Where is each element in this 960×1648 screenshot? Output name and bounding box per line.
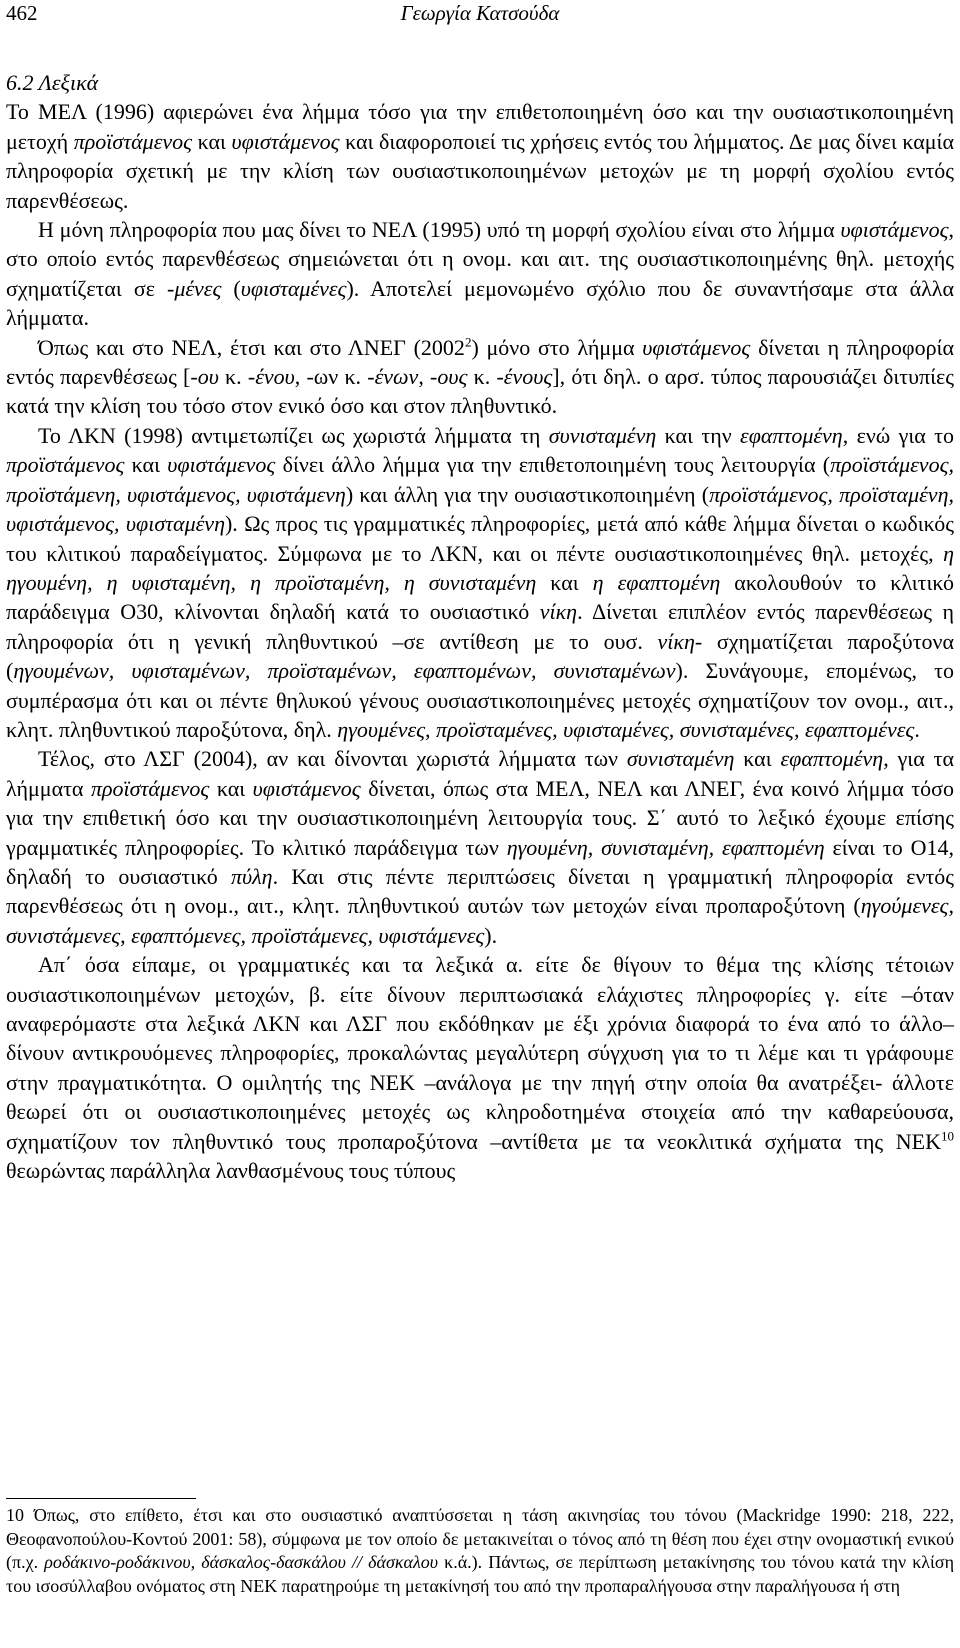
italic-term: ροδάκινο-ροδάκινου, δάσκαλος-δασκάλου // δάσκαλου <box>44 1552 439 1573</box>
italic-term: προϊστάμενος <box>73 128 193 154</box>
running-head: Γεωργία Κατσούδα <box>400 1 560 25</box>
superscript: 2 <box>464 334 472 350</box>
text-run: ). <box>484 922 498 948</box>
italic-term: προϊστάμενος, προϊσταμένη, υφιστάμενος, υφισταμένη <box>6 481 954 537</box>
footnote-divider <box>6 1498 196 1499</box>
italic-term: εφαπτομένη <box>740 422 843 448</box>
text-run: ). Αποτελεί μεμονωμένο σχόλιο που δε συναντήσαμε στα άλλα λήμματα. <box>6 275 954 331</box>
text-run: , -ων κ. - <box>294 364 375 390</box>
text-run: κ. - <box>218 364 256 390</box>
italic-term: πύλη <box>231 863 273 889</box>
text-run: Απ΄ όσα είπαμε, οι γραμματικές και τα λεξικά α. είτε δε θίγουν το θέμα της κλίσης τέτοιων ουσιαστικοποιημένων μετοχών, β. είτε δίνουν περιπτωσιακά ελάχιστες πληροφορίες γ. είτε –όταν αναφερόμαστε στα λεξικά ΛΚΝ και ΛΣΓ που εκδόθηκαν με έξι χρόνια διαφορά το ένα από το άλλο– δίνουν αντικρουόμενες πληροφορίες, προκαλώντας μεγαλύτερη σύγχυση για το τι λέμε και τι γράφουμε στην πραγματικότητα. Ο ομιλητής της ΝΕΚ –ανάλογα με την πηγή στην οποία θα ανατρέξει- άλλοτε θεωρεί ότι οι ουσιαστικοποιημένες μετοχές ως κληροδοτημένα στοιχεία από την καθαρεύουσα, σχηματίζουν τον πληθυντικό τους προπαροξύτονα –αντίθετα με τα νεοκλιτικά σχήματα της ΝΕΚ <box>6 952 954 1154</box>
italic-term: νίκη <box>657 628 695 654</box>
italic-term: υφισταμένες <box>240 275 347 301</box>
text-run: και διαφοροποιεί τις χρήσεις εντός του λήμματος. Δε μας δίνει καμία πληροφορία σχετική με την κλίση των ουσιαστικοποιημένων μετοχών με τη μορφή σχολίου εντός παρενθέσεως. <box>6 128 954 213</box>
italic-term: μένες <box>174 275 222 301</box>
italic-term: προϊστάμενος, προϊστάμενη, υφιστάμενος, υφιστάμενη <box>6 452 954 507</box>
page-header <box>4 0 956 32</box>
italic-term: συνισταμένη <box>626 746 735 772</box>
text-run: δίνει άλλο λήμμα για την επιθετοποιημένη τους λειτουργία ( <box>275 452 831 478</box>
paragraph-6 <box>6 950 954 1185</box>
italic-term: υφιστάμενος <box>642 334 751 360</box>
italic-term: εφαπτομένη <box>780 746 884 772</box>
text-run: ) και άλλη για την ουσιαστικοποιημένη ( <box>345 481 710 507</box>
text-run: ], ότι δηλ. ο αρσ. τύπος παρουσιάζει διτυπίες κατά την κλίση του τόσο στον ενικό όσο και στον πληθυντικό. <box>6 364 954 419</box>
paragraph-2 <box>6 215 954 333</box>
text-run: 10 Όπως, στο επίθετο, έτσι και στο ουσιαστικό αναπτύσσεται η τάση ακινησίας του τόνου (Mackridge 1990: 218, 222, Θεοφανοπούλου-Κοντού 2001: 58), σύμφωνα με τον οποίο δε μετακινείται ο τόνος από τη θέση που έχει στην ονομαστική ενικού (π.χ. <box>6 1505 954 1573</box>
italic-term: υφιστάμενος <box>167 452 276 478</box>
paragraph-4 <box>6 421 954 744</box>
italic-term: η ηγουμένη, η υφισταμένη, η προϊσταμένη, η συνισταμένη <box>6 540 954 595</box>
footnote-reference: 10 <box>941 1128 954 1144</box>
italic-term: ένων <box>374 364 419 390</box>
italic-term: ους <box>437 364 468 390</box>
text-run: δίνεται, όπως στα ΜΕΛ, ΝΕΛ και ΛΝΕΓ, ένα κοινό λήμμα τόσο για την επιθετική όσο και την ουσιαστικοποιημένη λειτουργία τους. Σ΄ αυτό το λεξικό έχουμε επίσης γραμματικές πληροφορίες. Το κλιτικό παράδειγμα των <box>6 775 954 860</box>
footnote-10 <box>6 1504 954 1598</box>
paragraph-1 <box>6 97 954 215</box>
text-run: - σχηματίζεται παροξύτονα ( <box>6 628 955 684</box>
italic-term: ηγουμένη, συνισταμένη, εφαπτομένη <box>506 834 825 860</box>
italic-term: υφιστάμενος <box>252 775 361 801</box>
text-run: . Και στις πέντε περιπτώσεις δίνεται η γραμματική πληροφορία εντός παρενθέσεως ότι η ονομ., αιτ., κλητ. πληθυντικού αυτών των μετοχών είναι προπαροξύτονη ( <box>6 863 955 919</box>
text-run: κ.ά.). Πάντως, σε περίπτωση μετακίνησης του τόνου κατά την κλίση του ισοσύλλαβου ονόματος στη ΝΕΚ παρατηρούμε τη μετακίνησή του από την προπαραλήγουσα στην παραλήγουσα ή στη <box>6 1552 954 1596</box>
section-title: 6.2 Λεξικά <box>6 70 99 95</box>
text-run: δίνεται η πληροφορία εντός παρενθέσεως [- <box>6 334 954 390</box>
text-run: ) μόνο στο λήμμα <box>471 334 643 360</box>
text-run: και <box>209 775 253 801</box>
text-run: και <box>536 569 593 595</box>
text-run: ( <box>221 275 241 301</box>
italic-term: η εφαπτομένη <box>592 569 721 595</box>
text-run: , στο οποίο εντός παρενθέσεως σημειώνεται ότι η ονομ. και αιτ. της ουσιαστικοποιημένης θηλ. μετοχής σχηματίζεται σε - <box>6 217 954 301</box>
text-run: Το ΛΚΝ (1998) αντιμετωπίζει ως χωριστά λήμματα τη <box>38 422 549 448</box>
text-run: , ενώ για το <box>842 422 954 448</box>
text-run: . <box>914 716 920 742</box>
italic-term: ένου <box>255 364 295 390</box>
italic-term: ηγουμένων, υφισταμένων, προϊσταμένων, εφαπτομένων, συνισταμένων <box>13 658 676 684</box>
text-run: και <box>192 128 232 154</box>
text-run: . Δίνεται επιπλέον εντός παρενθέσεως η πληροφορία ότι η γενική πληθυντικού –σε αντίθεση με το ουσ. <box>6 599 954 654</box>
body-text <box>6 68 954 1185</box>
italic-term: ου <box>197 364 219 390</box>
text-run: Τέλος, στο ΛΣΓ (2004), αν και δίνονται χωριστά λήμματα των <box>38 746 627 772</box>
italic-term: ηγούμενες, συνιστάμενες, εφαπτόμενες, προϊστάμενες, υφιστάμενες <box>6 893 954 948</box>
paragraph-3 <box>6 333 954 421</box>
text-run: και <box>734 746 781 772</box>
text-run: Η μόνη πληροφορία που μας δίνει το ΝΕΛ (1995) υπό τη μορφή σχολίου είναι στο λήμμα <box>38 217 841 243</box>
italic-term: υφιστάμενος <box>231 128 340 154</box>
paragraph-5 <box>6 744 954 950</box>
text-run: Όπως και στο ΝΕΛ, έτσι και στο ΛΝΕΓ (2002 <box>38 334 465 360</box>
text-run: , για τα λήμματα <box>6 746 954 801</box>
text-run: ακολουθούν το κλιτικό παράδειγμα Ο30, κλίνονται δηλαδή κατά το ουσιαστικό <box>6 569 954 625</box>
text-run: κ. - <box>467 364 504 390</box>
text-run: ). Συνάγουμε, επομένως, το συμπέρασμα ότι και οι πέντε θηλυκού γένους ουσιαστικοποιημένες μετοχές σχηματίζουν τον ονομ., αιτ., κλητ. πληθυντικού παροξύτονα, δηλ. <box>6 658 954 742</box>
page-number: 462 <box>6 1 38 25</box>
text-run: ). Ως προς τις γραμματικές πληροφορίες, μετά από κάθε λήμμα δίνεται ο κωδικός του κλιτικού παραδείγματος. Σύμφωνα με το ΛΚΝ, και οι πέντε ουσιαστικοποιημένες θηλ. μετοχές, <box>6 511 954 566</box>
italic-term: υφιστάμενος <box>840 217 949 243</box>
text-run: Το ΜΕΛ (1996) αφιερώνει ένα λήμμα τόσο για την επιθετοποιημένη όσο και την ουσιαστικοποιημένη μετοχή <box>6 99 954 154</box>
italic-term: προϊστάμενος <box>90 775 210 801</box>
text-run: και την <box>656 422 741 448</box>
footnotes <box>6 1504 954 1598</box>
italic-term: ηγουμένες, προϊσταμένες, υφισταμένες, συνισταμένες, εφαπτομένες <box>337 716 915 742</box>
text-run: θεωρώντας παράλληλα λανθασμένους τους τύπους <box>6 1158 456 1184</box>
italic-term: ένους <box>503 364 553 390</box>
text-run: , - <box>418 364 438 390</box>
italic-term: νίκη <box>539 599 578 625</box>
italic-term: προϊστάμενος <box>6 452 125 478</box>
text-run: και <box>124 452 168 478</box>
italic-term: συνισταμένη <box>548 422 657 448</box>
text-run: είναι το Ο14, δηλαδή το ουσιαστικό <box>6 834 955 889</box>
